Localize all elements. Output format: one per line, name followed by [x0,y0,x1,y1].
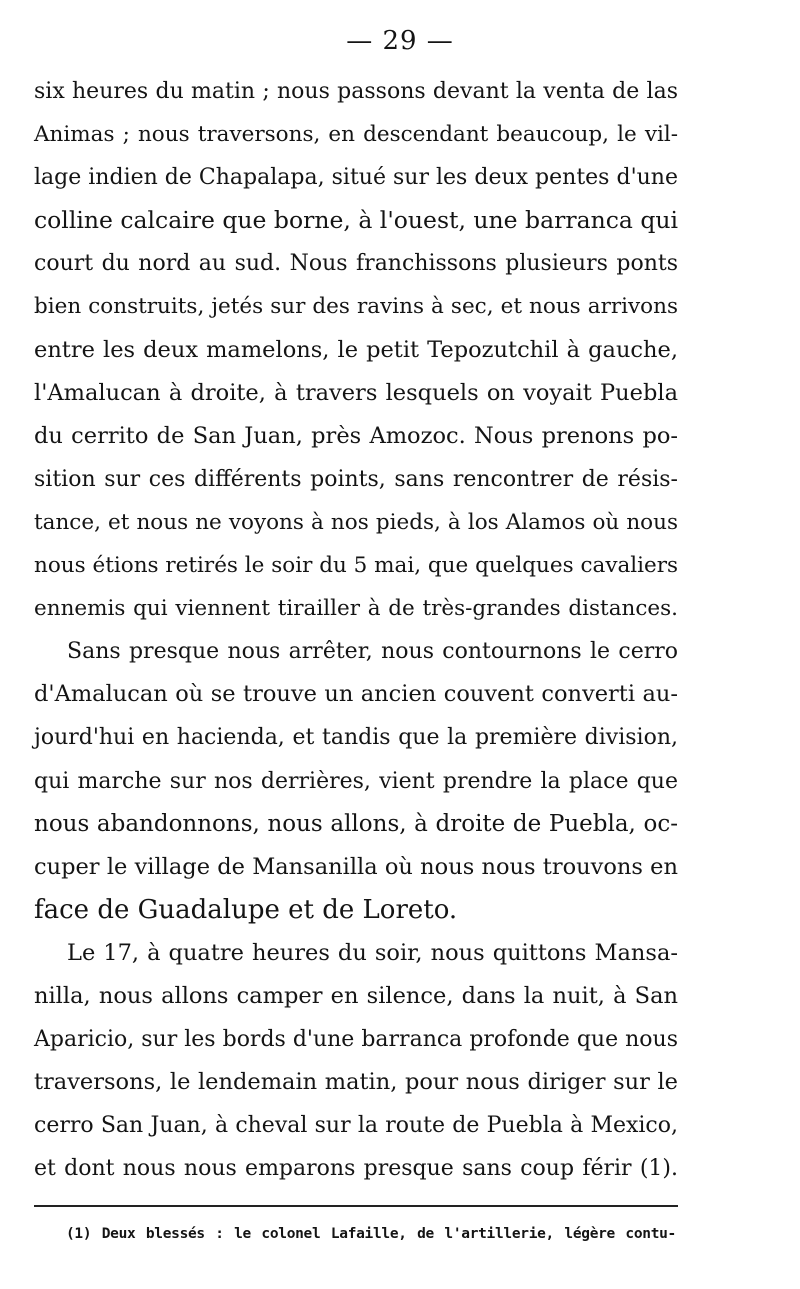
text-line: qui marche sur nos derrières, vient prendre la place que [34,768,678,794]
text-line: Animas ; nous traversons, en descendant beaucoup, le vil- [34,122,678,148]
text-line: l'Amalucan à droite, à travers lesquels on voyait Puebla [34,379,678,406]
paragraph-3 [34,932,678,1191]
footnote-divider [34,1205,678,1207]
footnote: (1) Deux blessés : le colonel Lafaille, de l'artillerie, légère contu- [66,1226,676,1242]
text-line: lage indien de Chapalapa, situé sur les deux pentes d'une [34,165,678,191]
text-line: traversons, le lendemain matin, pour nous diriger sur le [34,1069,678,1096]
text-line: Sans presque nous arrêter, nous contournons le cerro [67,639,678,665]
paragraph-1 [34,70,678,630]
text-line: court du nord au sud. Nous franchissons plusieurs ponts [34,251,678,277]
page-number: — 29 — [346,26,454,56]
text-line: colline calcaire que borne, à l'ouest, une barranca qui [34,206,679,235]
text-line: Aparicio, sur les bords d'une barranca profonde que nous [34,1027,678,1053]
text-line: six heures du matin ; nous passons devant la venta de las [34,79,678,104]
body-text [34,70,678,1190]
text-line: d'Amalucan où se trouve un ancien couvent converti au- [34,681,678,708]
paragraph-2 [34,630,678,932]
text-line: face de Guadalupe et de Loreto. [34,894,458,925]
text-line: entre les deux mamelons, le petit Tepozutchil à gauche, [34,336,678,363]
text-line: nilla, nous allons camper en silence, dans la nuit, à San [34,982,678,1009]
text-line: nous abandonnons, nous allons, à droite de Puebla, oc- [34,810,678,837]
text-line: et dont nous nous emparons presque sans coup férir (1). [34,1156,678,1182]
text-line: cuper le village de Mansanilla où nous nous trouvons en [34,853,678,880]
text-line: ennemis qui viennent tirailler à de très-grandes distances. [34,596,678,622]
text-line: du cerrito de San Juan, près Amozoc. Nous prenons po- [34,422,678,449]
text-line: tance, et nous ne voyons à nos pieds, à los Alamos où nous [34,509,678,535]
text-line: sition sur ces différents points, sans rencontrer de résis- [34,466,678,492]
text-line: bien construits, jetés sur des ravins à sec, et nous arrivons [34,294,678,320]
text-line: jourd'hui en hacienda, et tandis que la première division, [34,725,678,751]
text-line: Le 17, à quatre heures du soir, nous quittons Mansa- [67,939,678,966]
text-line: nous étions retirés le soir du 5 mai, que quelques cavaliers [34,553,679,579]
text-line: cerro San Juan, à cheval sur la route de Puebla à Mexico, [34,1113,678,1139]
